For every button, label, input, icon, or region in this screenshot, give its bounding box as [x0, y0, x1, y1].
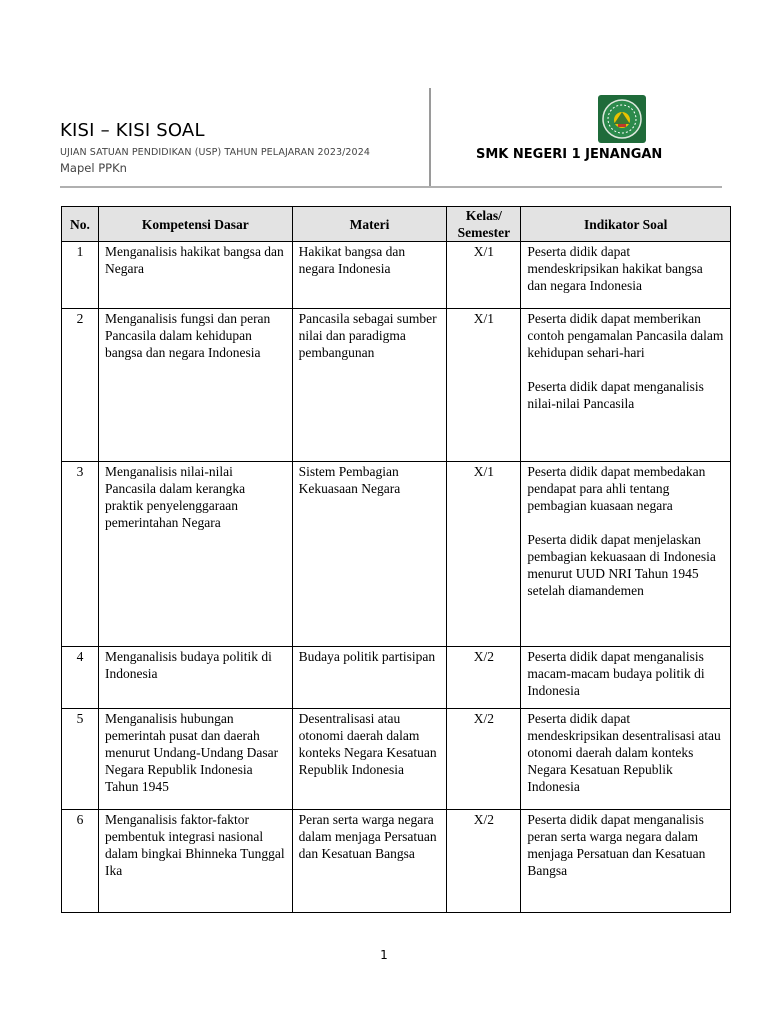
cell-no: 6	[62, 810, 99, 913]
cell-materi: Desentralisasi atau otonomi daerah dalam konteks Negara Kesatuan Republik Indonesia	[292, 709, 447, 810]
cell-no: 1	[62, 242, 99, 309]
cell-kompetensi: Menganalisis faktor-faktor pembentuk integrasi nasional dalam bingkai Bhinneka Tunggal Ika	[98, 810, 292, 913]
cell-kelas: X/1	[447, 309, 521, 462]
table-row	[62, 462, 731, 647]
cell-kompetensi: Menganalisis hubungan pemerintah pusat dan daerah menurut Undang-Undang Dasar Negara Republik Indonesia Tahun 1945	[98, 709, 292, 810]
cell-materi: Budaya politik partisipan	[292, 647, 447, 709]
document-subtitle: UJIAN SATUAN PENDIDIKAN (USP) TAHUN PELAJARAN 2023/2024	[60, 147, 370, 158]
cell-indikator	[521, 810, 731, 913]
document-title: KISI – KISI SOAL	[60, 120, 205, 141]
indikator-text: Peserta didik dapat membedakan pendapat para ahli tentang pembagian kuasaan negara	[527, 464, 706, 513]
table-row	[62, 709, 731, 810]
col-header-no: No.	[62, 207, 99, 242]
indikator-text: Peserta didik dapat menjelaskan pembagian kekuasaan di Indonesia menurut UUD NRI Tahun 1945 setelah diamandemen	[527, 532, 716, 598]
cell-indikator	[521, 309, 731, 462]
header-divider	[429, 88, 431, 186]
cell-no: 4	[62, 647, 99, 709]
col-header-indikator: Indikator Soal	[521, 207, 731, 242]
table-row	[62, 242, 731, 309]
page-number: 1	[380, 948, 388, 962]
title-block	[60, 120, 370, 175]
cell-kelas: X/1	[447, 462, 521, 647]
subject-label: Mapel PPKn	[60, 161, 127, 175]
cell-materi: Peran serta warga negara dalam menjaga Persatuan dan Kesatuan Bangsa	[292, 810, 447, 913]
cell-indikator	[521, 709, 731, 810]
cell-no: 3	[62, 462, 99, 647]
cell-kompetensi: Menganalisis fungsi dan peran Pancasila dalam kehidupan bangsa dan negara Indonesia	[98, 309, 292, 462]
indikator-text: Peserta didik dapat menganalisis macam-macam budaya politik di Indonesia	[527, 649, 705, 698]
semester-label: Semester	[457, 225, 511, 240]
kelas-label: Kelas/	[465, 208, 502, 223]
indikator-text: Peserta didik dapat menganalisis peran serta warga negara dalam menjaga Persatuan dan Kesatuan Bangsa	[527, 812, 706, 878]
table-header-row	[62, 207, 731, 242]
cell-indikator	[521, 647, 731, 709]
table-row	[62, 309, 731, 462]
cell-no: 2	[62, 309, 99, 462]
cell-kelas: X/2	[447, 647, 521, 709]
cell-kelas: X/2	[447, 709, 521, 810]
document-header	[60, 86, 722, 188]
cell-kompetensi: Menganalisis hakikat bangsa dan Negara	[98, 242, 292, 309]
cell-materi: Pancasila sebagai sumber nilai dan paradigma pembangunan	[292, 309, 447, 462]
header-rule	[60, 186, 722, 188]
indikator-text: Peserta didik dapat menganalisis nilai-nilai Pancasila	[527, 379, 704, 411]
cell-no: 5	[62, 709, 99, 810]
cell-kompetensi: Menganalisis budaya politik di Indonesia	[98, 647, 292, 709]
table-row	[62, 647, 731, 709]
indikator-text: Peserta didik dapat memberikan contoh pengamalan Pancasila dalam kehidupan sehari-hari	[527, 311, 724, 360]
indikator-text: Peserta didik dapat mendeskripsikan hakikat bangsa dan negara Indonesia	[527, 244, 703, 293]
cell-indikator	[521, 462, 731, 647]
cell-kompetensi: Menganalisis nilai-nilai Pancasila dalam kerangka praktik penyelenggaraan pemerintahan Negara	[98, 462, 292, 647]
table-row	[62, 810, 731, 913]
school-logo-icon	[597, 94, 647, 144]
col-header-kelas	[447, 207, 521, 242]
cell-materi: Hakikat bangsa dan negara Indonesia	[292, 242, 447, 309]
kisi-table	[61, 206, 731, 913]
col-header-kompetensi: Kompetensi Dasar	[98, 207, 292, 242]
indikator-text: Peserta didik dapat mendeskripsikan desentralisasi atau otonomi daerah dalam konteks Negara Kesatuan Republik Indonesia	[527, 711, 721, 794]
cell-materi: Sistem Pembagian Kekuasaan Negara	[292, 462, 447, 647]
cell-kelas: X/2	[447, 810, 521, 913]
school-name: SMK NEGERI 1 JENANGAN	[476, 147, 663, 162]
cell-indikator	[521, 242, 731, 309]
col-header-materi: Materi	[292, 207, 447, 242]
cell-kelas: X/1	[447, 242, 521, 309]
